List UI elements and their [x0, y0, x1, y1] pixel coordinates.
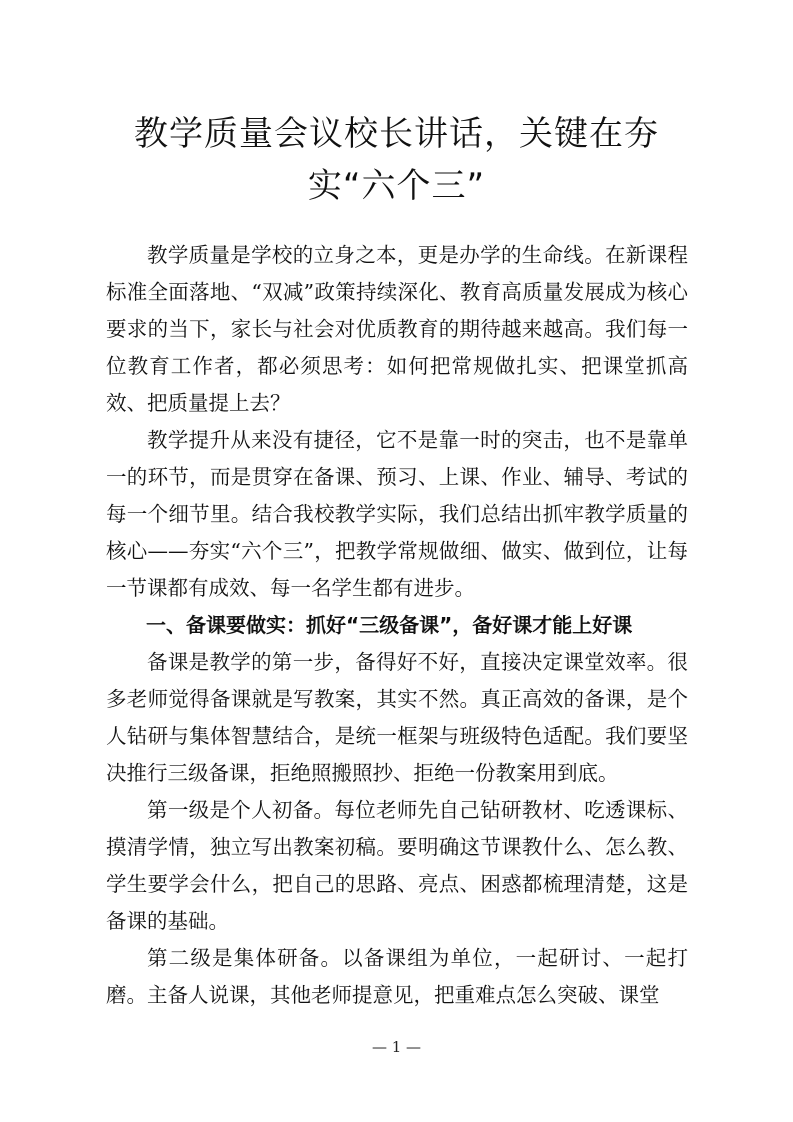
section1-paragraph-2: 第一级是个人初备。每位老师先自己钻研教材、吃透课标、摸清学情，独立写出教案初稿。要明确这节课教什么、怎么教、学生要学会什么，把自己的思路、亮点、困惑都梳理清楚，这是备课的基础。: [106, 798, 688, 933]
document-body: [106, 237, 688, 1014]
page-number: — 1 —: [371, 1038, 422, 1056]
section1-paragraph-1: 备课是教学的第一步，备得好不好，直接决定课堂效率。很多老师觉得备课就是写教案，其实不然。真正高效的备课，是个人钻研与集体智慧结合，是统一框架与班级特色适配。我们要坚决推行三级备课，拒绝照搬照抄、拒绝一份教案用到底。: [106, 650, 688, 785]
section1-paragraph-3: 第二级是集体研备。以备课组为单位，一起研讨、一起打磨。主备人说课，其他老师提意见，把重难点怎么突破、课堂: [106, 946, 688, 1007]
paragraph-intro-1: 教学质量是学校的立身之本，更是办学的生命线。在新课程标准全面落地、“双减”政策持续深化、教育高质量发展成为核心要求的当下，家长与社会对优质教育的期待越来越高。我们每一位教育工作者，都必须思考：如何把常规做扎实、把课堂抓高效、把质量提上去？: [106, 243, 688, 415]
document-title: 教学质量会议校长讲话，关键在夯实“六个三”: [134, 114, 659, 206]
section-heading-1: 一、备课要做实：抓好“三级备课”，备好课才能上好课: [146, 613, 633, 637]
paragraph-intro-2: 教学提升从来没有捷径，它不是靠一时的突击，也不是靠单一的环节，而是贯穿在备课、预习、上课、作业、辅导、考试的每一个细节里。结合我校教学实际，我们总结出抓牢教学质量的核心——夯实“六个三”，把教学常规做细、做实、做到位，让每一节课都有成效、每一名学生都有进步。: [106, 428, 688, 600]
